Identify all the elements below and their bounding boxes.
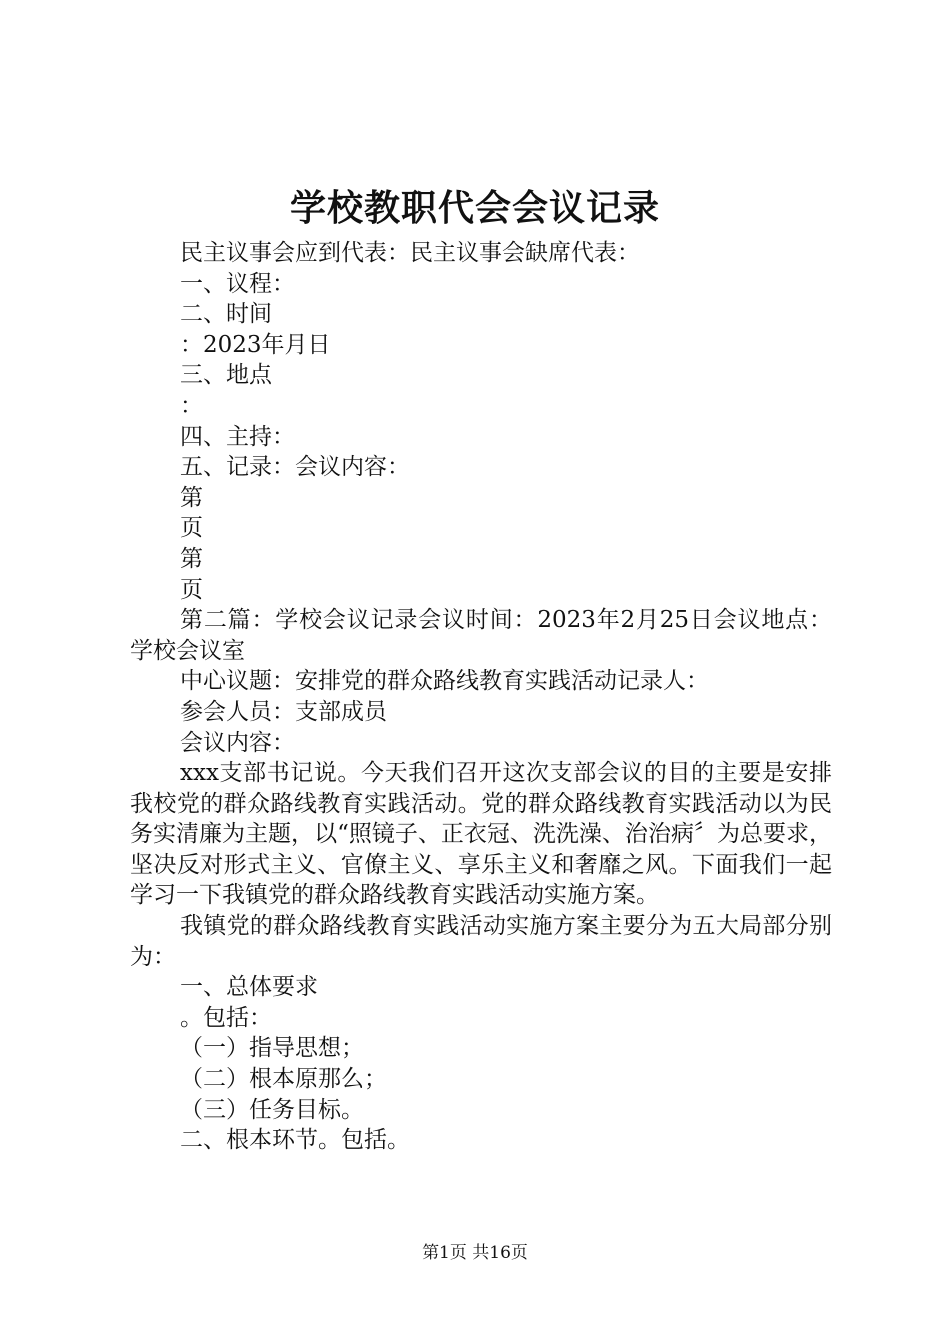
paragraph: 中心议题：安排党的群众路线教育实践活动记录人： bbox=[180, 668, 709, 695]
paragraph: 五、记录：会议内容： bbox=[180, 454, 410, 481]
paragraph: 第二篇：学校会议记录会议时间：2023年2月25日会议地点：学校会议室 bbox=[130, 607, 832, 664]
paragraph: 二、时间 bbox=[180, 301, 272, 328]
paragraph: 我镇党的群众路线教育实践活动实施方案主要分为五大局部分别为： bbox=[130, 913, 832, 970]
paragraph: 民主议事会应到代表：民主议事会缺席代表： bbox=[180, 240, 640, 266]
paragraph: 四、主持： bbox=[180, 423, 295, 450]
paragraph: （二）根本原那么； bbox=[180, 1066, 387, 1093]
paragraph: 三、地点 bbox=[180, 362, 272, 389]
paragraph: 一、总体要求 bbox=[180, 974, 318, 1001]
paragraph: （三）任务目标。 bbox=[180, 1096, 364, 1123]
paragraph: ：2023年月日 bbox=[180, 331, 331, 358]
page-footer: 第1页 共16页 bbox=[422, 1243, 528, 1263]
paragraph: 参会人员：支部成员 bbox=[180, 698, 387, 725]
paragraph: 第 bbox=[180, 484, 203, 511]
paragraph: xxx支部书记说。今天我们召开这次支部会议的目的主要是安排我校党的群众路线教育实践活动。党的群众路线教育实践活动以为民务实清廉为主题，以“照镜子、正衣冠、洗洗澡、治治病〞为总要求，坚决反对形式主义、官僚主义、享乐主义和奢靡之风。下面我们一起学习一下我镇党的群众路线教育实践活动实施方案。 bbox=[130, 760, 832, 909]
paragraph: 。包括： bbox=[180, 1004, 272, 1031]
document-body bbox=[130, 238, 832, 1156]
paragraph: 会议内容： bbox=[180, 729, 295, 756]
paragraph: 一、议程： bbox=[180, 270, 295, 297]
paragraph: 二、根本环节。包括。 bbox=[180, 1127, 410, 1154]
document-title: 学校教职代会会议记录 bbox=[289, 187, 660, 229]
paragraph: 第 bbox=[180, 545, 203, 572]
paragraph: ： bbox=[180, 392, 203, 419]
paragraph: 页 bbox=[180, 515, 203, 542]
paragraph: （一）指导思想； bbox=[180, 1035, 364, 1062]
paragraph: 页 bbox=[180, 576, 203, 603]
